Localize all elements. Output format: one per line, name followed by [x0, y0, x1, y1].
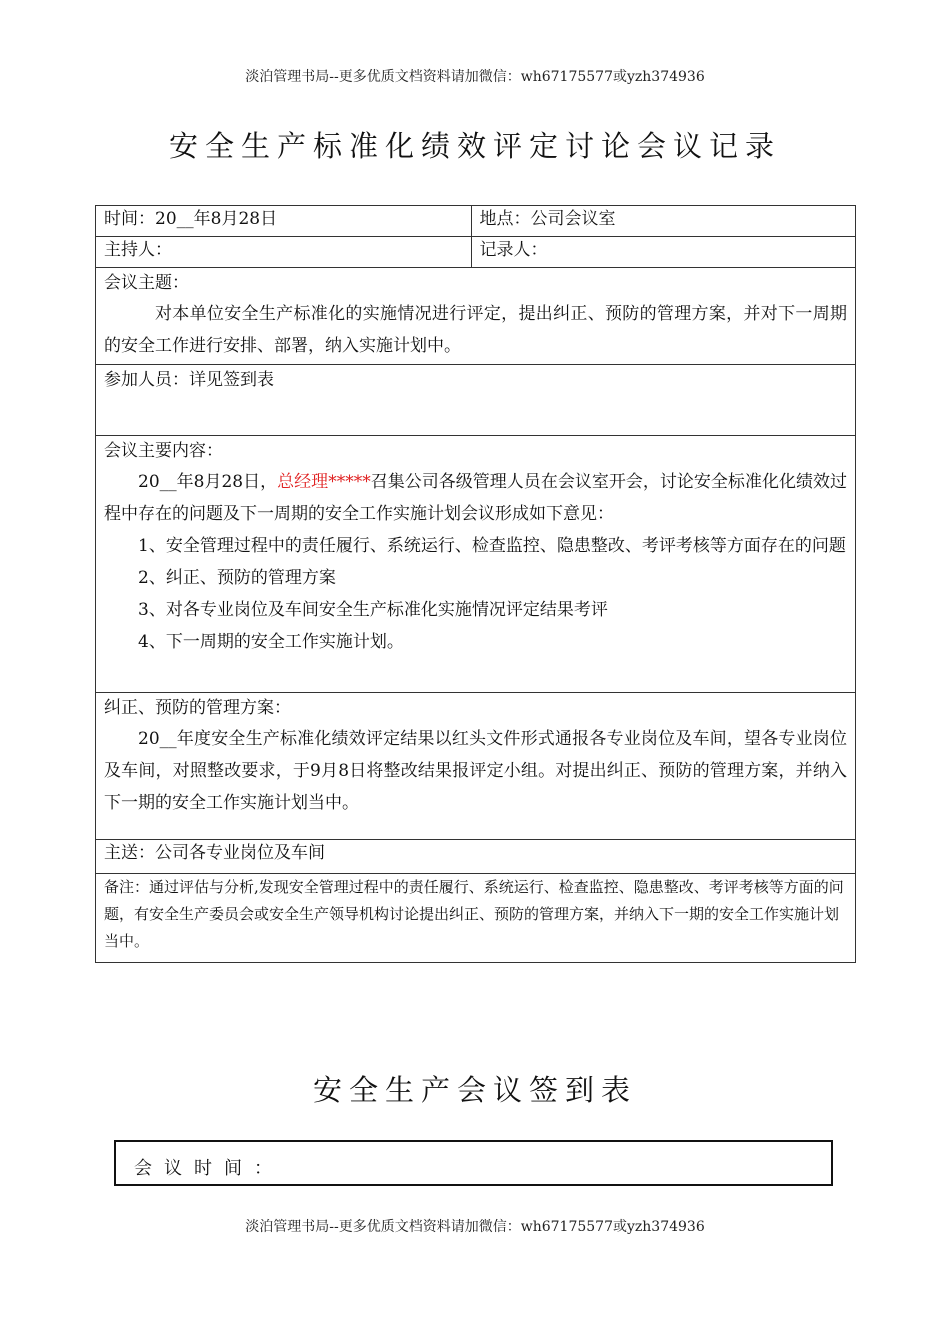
header-note: 淡泊管理书局--更多优质文档资料请加微信：wh67175577或yzh374936: [245, 69, 705, 85]
meeting-time: 时间：20__年8月28日: [96, 206, 472, 237]
meeting-record-table: [95, 205, 856, 963]
theme-row: [96, 268, 856, 365]
attendees-text: 参加人员：详见签到表: [104, 370, 274, 390]
general-manager-name: 总经理*****: [277, 472, 371, 492]
meeting-host: 主持人：: [96, 237, 472, 268]
plan-label: 纠正、预防的管理方案：: [104, 698, 291, 718]
content-row: [96, 436, 856, 693]
content-item-2: 2、纠正、预防的管理方案: [138, 568, 336, 588]
content-item-4: 4、下一周期的安全工作实施计划。: [138, 632, 404, 652]
plan-row: [96, 693, 856, 840]
send-to: 主送：公司各专业岗位及车间: [96, 840, 856, 874]
content-intro-rest: 召集公司各级管理人员在会议室开会，讨论安全标准化化绩效过程中存在的问题及下一周期的安全工作实施计划会议形成如下意见：: [104, 472, 848, 524]
meeting-place: 地点：公司会议室: [471, 206, 856, 237]
remark-row: [96, 874, 856, 963]
plan-text: 20__年度安全生产标准化绩效评定结果以红头文件形式通报各专业岗位及车间，望各专业岗位及车间，对照整改要求，于9月8日将整改结果报评定小组。对提出纠正、预防的管理方案，并纳入下一期的安全工作实施计划当中。: [104, 729, 847, 813]
time-place-row: [96, 206, 856, 237]
content-intro: [104, 466, 847, 530]
sign-time-box: [114, 1140, 833, 1186]
theme-label: 会议主题：: [104, 273, 189, 293]
theme-text: 对本单位安全生产标准化的实施情况进行评定，提出纠正、预防的管理方案，并对下一周期的安全工作进行安排、部署，纳入实施计划中。: [104, 304, 847, 356]
attendees-row: [96, 365, 856, 436]
footer-note: 淡泊管理书局--更多优质文档资料请加微信：wh67175577或yzh374936: [245, 1219, 705, 1235]
content-label: 会议主要内容：: [104, 441, 223, 461]
sign-table-title: 安全生产会议签到表: [312, 1073, 637, 1107]
content-intro-date: 20__年8月28日，: [138, 472, 278, 492]
content-item-1: 1、安全管理过程中的责任履行、系统运行、检查监控、隐患整改、考评考核等方面存在的问题: [138, 536, 846, 556]
host-recorder-row: [96, 237, 856, 268]
meeting-recorder: 记录人：: [471, 237, 856, 268]
content-item-3: 3、对各专业岗位及车间安全生产标准化实施情况评定结果考评: [138, 600, 608, 620]
page-title: 安全生产标准化绩效评定讨论会议记录: [168, 129, 781, 163]
send-to-row: [96, 840, 856, 874]
remark: 备注：通过评估与分析,发现安全管理过程中的责任履行、系统运行、检查监控、隐患整改、考评考核等方面的问题，有安全生产委员会或安全生产领导机构讨论提出纠正、预防的管理方案，并纳入下一期的安全工作实施计划当中。: [96, 874, 856, 963]
sign-time-label: 会议时间：: [134, 1158, 284, 1179]
